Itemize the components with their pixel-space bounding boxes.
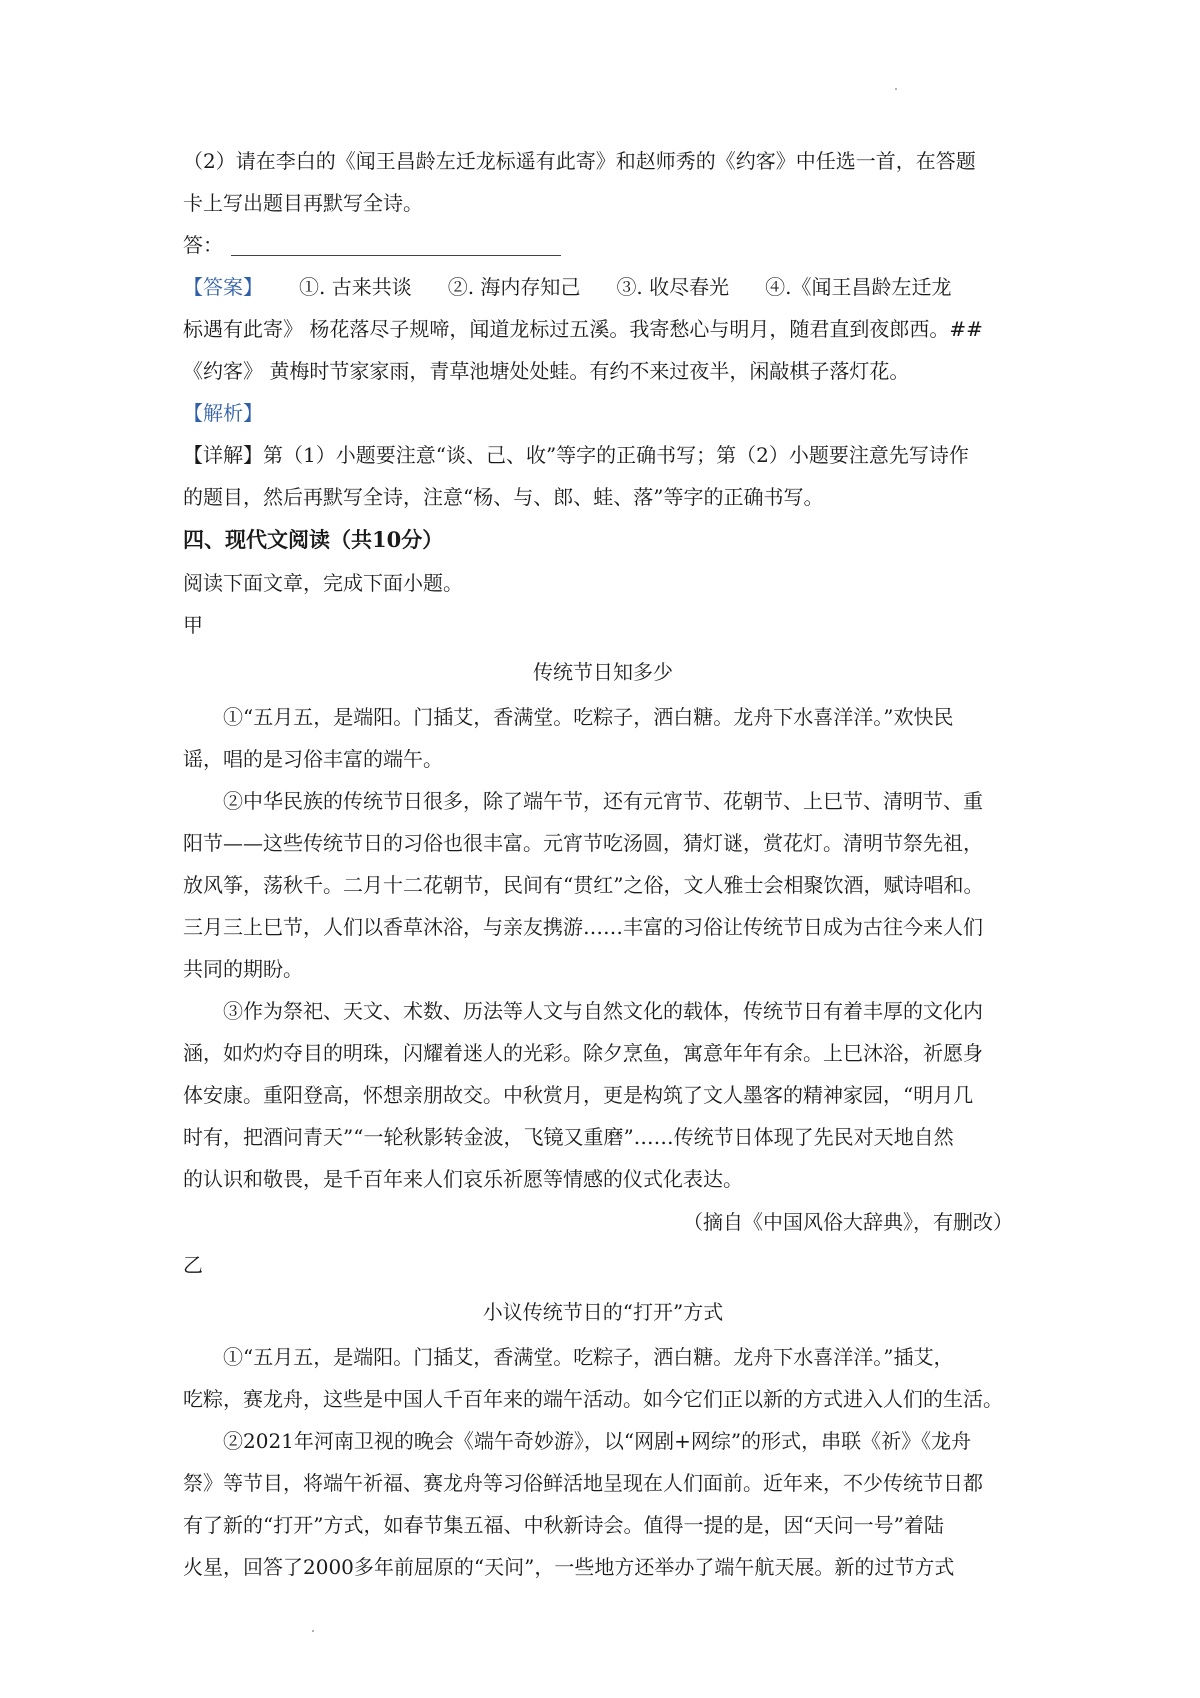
- scan-speck: [895, 88, 897, 90]
- section-heading: 四、现代文阅读（共10分）: [183, 527, 444, 552]
- article-jia-para-1-line-2: 谣，唱的是习俗丰富的端午。: [183, 747, 443, 771]
- answer-tag: 【答案】: [183, 275, 263, 299]
- article-jia-para-3-line-2: 涵，如灼灼夺目的明珠，闪耀着迷人的光彩。除夕烹鱼，寓意年年有余。上巳沐浴，祈愿身: [183, 1041, 983, 1065]
- article-jia-para-3-line-1: ③作为祭祀、天文、术数、历法等人文与自然文化的载体，传统节日有着丰厚的文化内: [223, 999, 983, 1023]
- scan-speck: [312, 1630, 314, 1632]
- answer-line-1: [183, 266, 1023, 308]
- article-yi-para-2-line-3: 有了新的“打开”方式，如春节集五福、中秋新诗会。值得一提的是，因“天问一号”着陆: [183, 1513, 944, 1537]
- answer-item-4: ④.《闻王昌龄左迁龙: [765, 275, 952, 299]
- article-yi-title: 小议传统节日的“打开”方式: [482, 1300, 724, 1324]
- article-yi-para-2-line-1: ②2021年河南卫视的晚会《端午奇妙游》，以“网剧+网综”的形式，串联《祈》《龙舟: [223, 1429, 972, 1453]
- article-yi-para-1-line-1: ①“五月五，是端阳。门插艾，香满堂。吃粽子，洒白糖。龙舟下水喜洋洋。”插艾，: [223, 1345, 954, 1369]
- answer-prompt: [183, 224, 1023, 266]
- article-jia-para-2-line-2: 阳节——这些传统节日的习俗也很丰富。元宵节吃汤圆，猜灯谜，赏花灯。清明节祭先祖，: [183, 831, 983, 855]
- analysis-tag: 【解析】: [183, 401, 263, 425]
- answer-line-2: 标遇有此寄》 杨花落尽子规啼，闻道龙标过五溪。我寄愁心与明月，随君直到夜郎西。##: [183, 317, 983, 341]
- answer-prompt-label: 答：: [183, 233, 223, 257]
- article-jia-para-3-line-5: 的认识和敬畏，是千百年来人们哀乐祈愿等情感的仪式化表达。: [183, 1167, 743, 1191]
- article-yi-para-2-line-2: 祭》等节目，将端午祈福、赛龙舟等习俗鲜活地呈现在人们面前。近年来，不少传统节日都: [183, 1471, 983, 1495]
- article-yi-label: 乙: [183, 1253, 203, 1277]
- article-jia-label: 甲: [183, 613, 203, 637]
- question-2-line-2: 卡上写出题目再默写全诗。: [183, 191, 423, 215]
- question-2-line-1: （2）请在李白的《闻王昌龄左迁龙标遥有此寄》和赵师秀的《约客》中任选一首，在答题: [183, 149, 976, 173]
- answer-item-3: ③. 收尽春光: [616, 275, 730, 299]
- answer-line-3: 《约客》 黄梅时节家家雨，青草池塘处处蛙。有约不来过夜半，闲敲棋子落灯花。: [183, 359, 910, 383]
- article-jia-para-2-line-3: 放风筝，荡秋千。二月十二花朝节，民间有“贯红”之俗，文人雅士会相聚饮酒，赋诗唱和。: [183, 873, 984, 897]
- section-instruction: 阅读下面文章，完成下面小题。: [183, 571, 463, 595]
- article-yi-para-1-line-2: 吃粽，赛龙舟，这些是中国人千百年来的端午活动。如今它们正以新的方式进入人们的生活。: [183, 1387, 1003, 1411]
- answer-blank-line: [231, 237, 561, 256]
- article-yi-para-2-line-4: 火星，回答了2000多年前屈原的“天问”，一些地方还举办了端午航天展。新的过节方式: [183, 1555, 955, 1579]
- article-jia-para-1-line-1: ①“五月五，是端阳。门插艾，香满堂。吃粽子，洒白糖。龙舟下水喜洋洋。”欢快民: [223, 705, 954, 729]
- analysis-line-2: 的题目，然后再默写全诗，注意“杨、与、郎、蛙、落”等字的正确书写。: [183, 485, 824, 509]
- article-jia-para-2-line-1: ②中华民族的传统节日很多，除了端午节，还有元宵节、花朝节、上巳节、清明节、重: [223, 789, 983, 813]
- article-jia-para-3-line-3: 体安康。重阳登高，怀想亲朋故交。中秋赏月，更是构筑了文人墨客的精神家园，“明月几: [183, 1083, 974, 1107]
- article-jia-para-2-line-4: 三月三上巳节，人们以香草沐浴，与亲友携游……丰富的习俗让传统节日成为古往今来人们: [183, 915, 983, 939]
- article-jia-source: （摘自《中国风俗大辞典》，有删改）: [683, 1210, 1013, 1234]
- answer-item-1: ①. 古来共谈: [299, 275, 412, 299]
- article-jia-title: 传统节日知多少: [533, 660, 673, 684]
- answer-item-2: ②. 海内存知己: [447, 275, 581, 299]
- analysis-line-1: 【详解】第（1）小题要注意“谈、己、收”等字的正确书写；第（2）小题要注意先写诗作: [183, 443, 969, 467]
- article-jia-para-3-line-4: 时有，把酒问青天”“一轮秋影转金波，飞镜又重磨”……传统节日体现了先民对天地自然: [183, 1125, 954, 1149]
- article-jia-para-2-line-5: 共同的期盼。: [183, 957, 303, 981]
- page-content: [183, 140, 1023, 1588]
